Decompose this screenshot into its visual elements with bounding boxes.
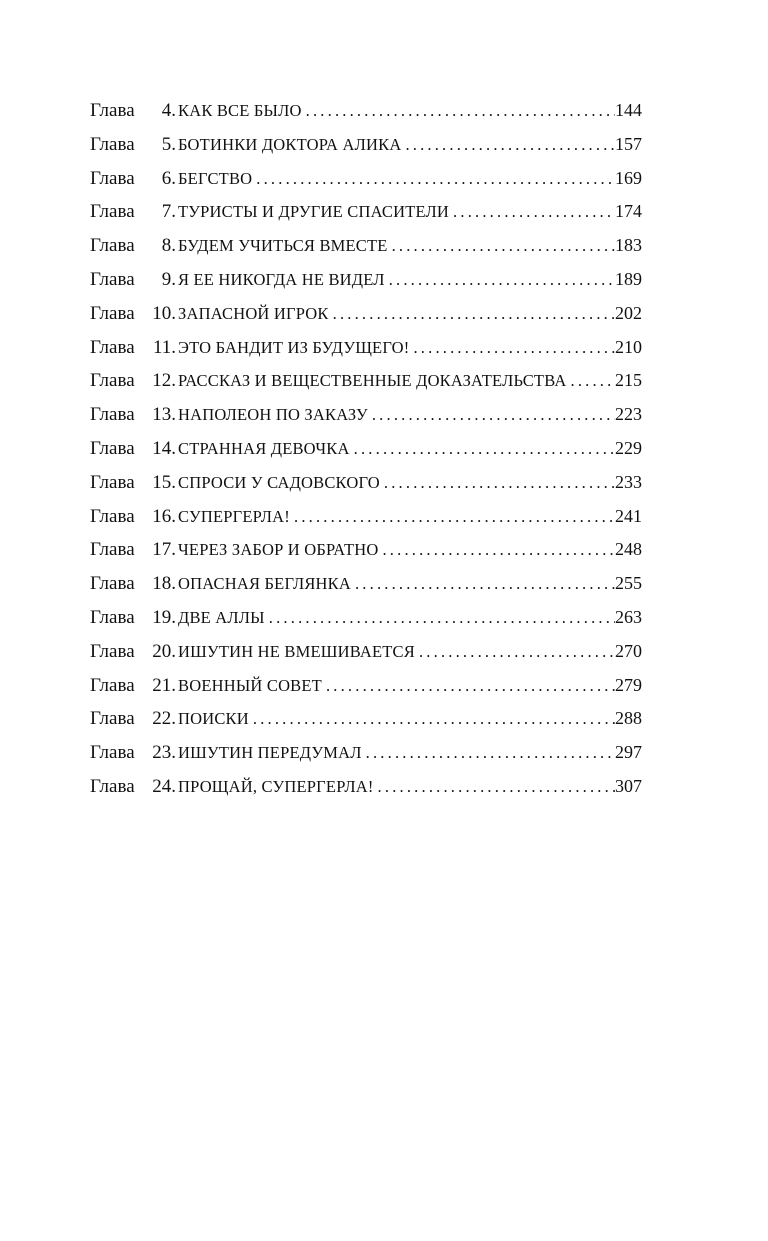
toc-entry[interactable] [90,337,642,371]
dot-leader [388,236,615,256]
chapter-label [90,573,177,595]
chapter-label [90,134,177,156]
page-number: 157 [615,133,642,154]
page-number: 202 [615,302,642,323]
chapter-number: 7. [161,201,176,223]
chapter-title: БУДЕМ УЧИТЬСЯ ВМЕСТЕ [178,236,388,256]
dot-leader [567,371,616,391]
toc-entry[interactable] [90,100,642,134]
chapter-number: 11. [152,336,176,358]
chapter-label [90,404,177,426]
dot-leader [449,202,615,222]
dot-leader [385,270,615,290]
chapter-word: Глава [90,133,135,155]
dot-leader [378,540,615,560]
chapter-number: 6. [161,167,176,189]
page-number: 174 [615,201,642,222]
chapter-number: 20. [152,640,176,662]
chapter-number: 22. [152,708,176,730]
dot-leader [322,676,615,696]
chapter-title: ПРОЩАЙ, СУПЕРГЕРЛА! [178,776,374,796]
chapter-title: БЕГСТВО [178,168,253,188]
dot-leader [368,405,615,425]
chapter-label [90,607,177,629]
toc-entry[interactable] [90,269,642,303]
toc-entry[interactable] [90,573,642,607]
chapter-number: 16. [152,505,176,527]
chapter-label [90,337,177,359]
chapter-title: ДВЕ АЛЛЫ [178,607,265,627]
dot-leader [380,473,615,493]
chapter-label [90,641,177,663]
chapter-label [90,370,177,392]
dot-leader [249,709,615,729]
chapter-title: Я ЕЕ НИКОГДА НЕ ВИДЕЛ [178,269,385,289]
chapter-number: 10. [152,302,176,324]
chapter-title: ЧЕРЕЗ ЗАБОР И ОБРАТНО [178,540,379,560]
page-number: 255 [615,573,642,594]
toc-entry[interactable] [90,472,642,506]
chapter-title: НАПОЛЕОН ПО ЗАКАЗУ [178,405,368,425]
chapter-word: Глава [90,505,135,527]
chapter-word: Глава [90,336,135,358]
toc-entry[interactable] [90,438,642,472]
chapter-title: ОПАСНАЯ БЕГЛЯНКА [178,574,351,594]
chapter-title: ВОЕННЫЙ СОВЕТ [178,675,322,695]
chapter-label [90,506,177,528]
toc-entry[interactable] [90,607,642,641]
chapter-number: 8. [161,235,176,257]
chapter-word: Глава [90,674,135,696]
chapter-title: ЗАПАСНОЙ ИГРОК [178,303,329,323]
chapter-label [90,472,177,494]
page-number: 229 [615,437,642,458]
chapter-number: 21. [152,674,176,696]
table-of-contents [90,100,642,810]
toc-entry[interactable] [90,404,642,438]
chapter-number: 12. [152,370,176,392]
chapter-number: 14. [152,437,176,459]
chapter-word: Глава [90,201,135,223]
dot-leader [374,777,615,797]
chapter-number: 15. [152,471,176,493]
chapter-label [90,776,177,798]
toc-entry[interactable] [90,776,642,810]
chapter-title: ИШУТИН НЕ ВМЕШИВАЕТСЯ [178,641,415,661]
page-number: 297 [615,742,642,763]
chapter-title: ИШУТИН ПЕРЕДУМАЛ [178,743,362,763]
chapter-number: 19. [152,606,176,628]
chapter-word: Глава [90,404,135,426]
page-number: 248 [615,539,642,560]
chapter-word: Глава [90,235,135,257]
page-number: 215 [615,370,642,391]
chapter-title: ЭТО БАНДИТ ИЗ БУДУЩЕГО! [178,337,410,357]
chapter-number: 13. [152,404,176,426]
page-number: 144 [615,100,642,120]
page-number: 233 [615,471,642,492]
chapter-word: Глава [90,167,135,189]
toc-entry[interactable] [90,303,642,337]
dot-leader [252,169,615,189]
page-number: 288 [615,708,642,729]
chapter-label [90,201,177,223]
page-number: 169 [615,167,642,188]
dot-leader [329,304,615,324]
chapter-word: Глава [90,471,135,493]
dot-leader [302,101,615,121]
toc-entry[interactable] [90,641,642,675]
chapter-label [90,269,177,291]
chapter-label [90,100,177,122]
chapter-label [90,539,177,561]
page-number: 241 [615,505,642,526]
chapter-label [90,675,177,697]
toc-entry[interactable] [90,539,642,573]
chapter-word: Глава [90,437,135,459]
toc-entry[interactable] [90,168,642,202]
chapter-title: ПОИСКИ [178,709,249,729]
dot-leader [362,743,615,763]
toc-entry[interactable] [90,134,642,168]
chapter-word: Глава [90,606,135,628]
page-number: 270 [615,640,642,661]
page-number: 189 [615,268,642,289]
chapter-title: СПРОСИ У САДОВСКОГО [178,472,380,492]
dot-leader [409,338,615,358]
chapter-label [90,168,177,190]
toc-entry[interactable] [90,370,642,404]
toc-entry[interactable] [90,742,642,776]
page-number: 183 [615,235,642,256]
dot-leader [351,574,615,594]
dot-leader [415,642,615,662]
chapter-title: КАК ВСЕ БЫЛО [178,101,302,120]
chapter-word: Глава [90,268,135,290]
chapter-word: Глава [90,640,135,662]
dot-leader [401,135,615,155]
toc-entry[interactable] [90,675,642,709]
chapter-label [90,235,177,257]
chapter-word: Глава [90,573,135,595]
toc-entry[interactable] [90,506,642,540]
toc-entry[interactable] [90,708,642,742]
page-number: 279 [615,674,642,695]
chapter-title: РАССКАЗ И ВЕЩЕСТВЕННЫЕ ДОКАЗАТЕЛЬСТВА [178,371,567,391]
toc-entry[interactable] [90,201,642,235]
chapter-title: БОТИНКИ ДОКТОРА АЛИКА [178,134,402,154]
chapter-number: 4. [161,100,176,121]
dot-leader [290,507,615,527]
chapter-word: Глава [90,370,135,392]
chapter-label [90,742,177,764]
chapter-title: СТРАННАЯ ДЕВОЧКА [178,438,350,458]
chapter-number: 18. [152,573,176,595]
chapter-word: Глава [90,775,135,797]
chapter-number: 5. [161,133,176,155]
dot-leader [350,439,615,459]
chapter-title: СУПЕРГЕРЛА! [178,506,290,526]
page-number: 210 [615,336,642,357]
chapter-word: Глава [90,708,135,730]
chapter-word: Глава [90,742,135,764]
chapter-title: ТУРИСТЫ И ДРУГИЕ СПАСИТЕЛИ [178,202,450,222]
chapter-number: 17. [152,539,176,561]
chapter-number: 9. [161,268,176,290]
chapter-number: 23. [152,742,176,764]
page-number: 307 [615,775,642,796]
page-number: 263 [615,606,642,627]
chapter-word: Глава [90,302,135,324]
page-number: 223 [615,404,642,425]
chapter-label [90,438,177,460]
chapter-label [90,708,177,730]
toc-entry[interactable] [90,235,642,269]
chapter-word: Глава [90,539,135,561]
chapter-word: Глава [90,100,135,121]
chapter-number: 24. [152,775,176,797]
dot-leader [265,608,615,628]
chapter-label [90,303,177,325]
